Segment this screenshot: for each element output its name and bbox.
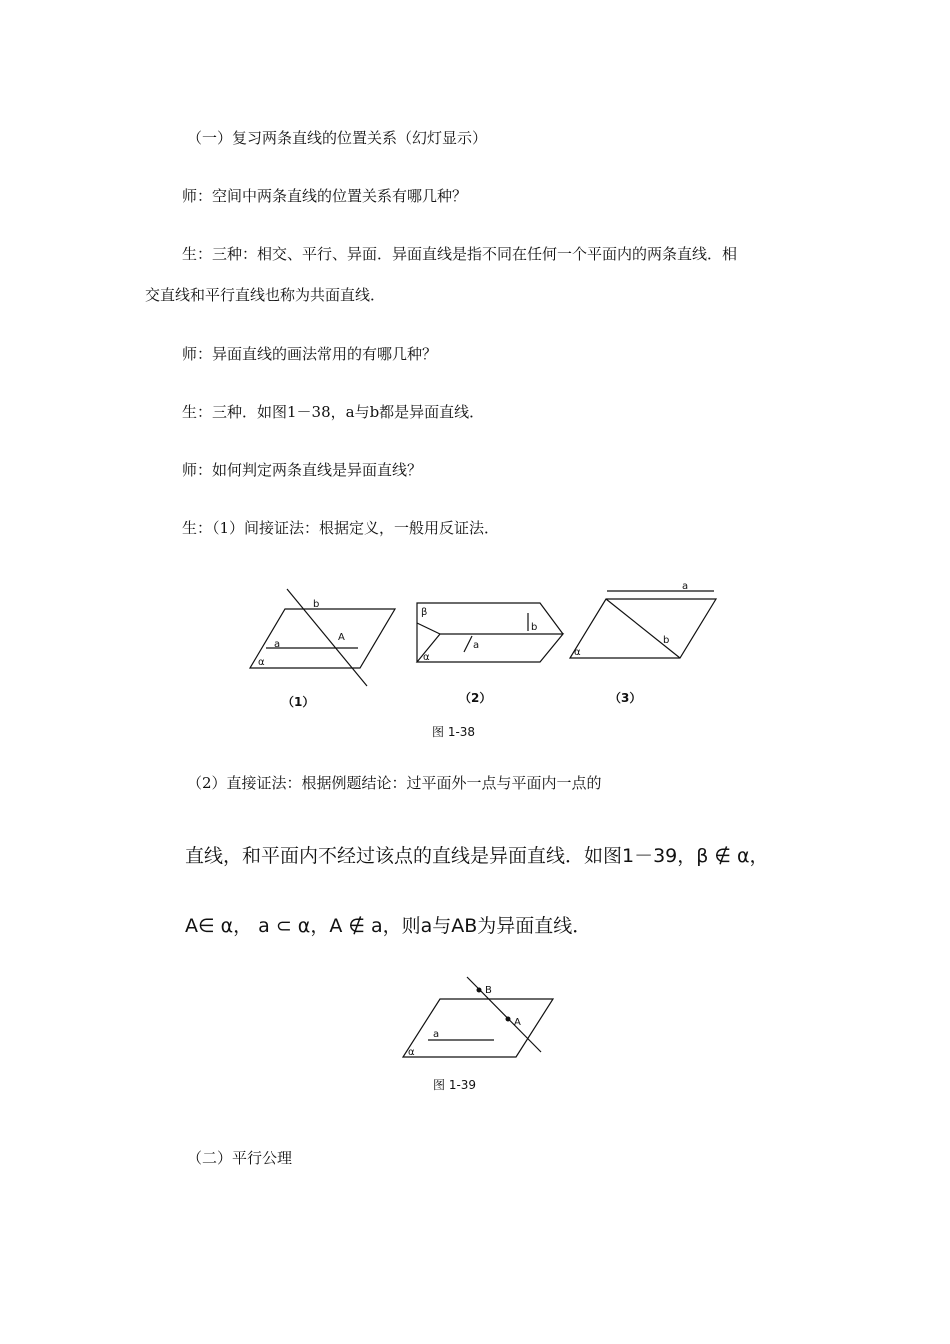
fig1-plane-alpha <box>250 609 395 668</box>
fig39-point-A <box>506 1017 511 1022</box>
fig-1-38-sub3-label: （3） <box>609 691 642 705</box>
fig2-crease <box>417 623 440 634</box>
fig-1-38-caption: 图 1-38 <box>432 725 476 739</box>
fig39-label-A: A <box>514 1017 521 1028</box>
fig3-label-b: b <box>663 635 670 646</box>
fig2-plane-alpha-top <box>417 634 563 662</box>
fig-1-39-caption: 图 1-39 <box>433 1078 477 1092</box>
student-answer-1-line2: 交直线和平行直线也称为共面直线． <box>145 286 386 304</box>
fig1-label-b: b <box>313 599 320 610</box>
fig3-label-alpha: α <box>574 647 581 658</box>
fig1-label-alpha: α <box>258 657 265 668</box>
teacher-question-1: 师：空间中两条直线的位置关系有哪几种？ <box>182 187 468 205</box>
fig2-label-alpha: α <box>423 652 430 663</box>
fig1-label-a: a <box>274 639 281 650</box>
fig1-label-A: A <box>338 632 345 643</box>
teacher-question-2: 师：异面直线的画法常用的有哪几种？ <box>182 345 438 363</box>
fig39-label-a: a <box>433 1029 440 1040</box>
fig3-line-b <box>606 599 680 658</box>
fig2-label-a: a <box>473 640 480 651</box>
section-heading-2: （二）平行公理 <box>187 1149 293 1167</box>
fig39-plane-alpha <box>403 999 553 1057</box>
fig39-point-B <box>477 988 482 993</box>
direct-proof-statement-line2: A∈ α， a ⊂ α，A ∉ a，则a与AB为异面直线． <box>185 915 592 937</box>
fig1-line-b <box>287 589 367 686</box>
student-answer-2: 生：三种．如图1－38，a与b都是异面直线． <box>182 403 485 421</box>
fig-1-38-sub2-label: （2） <box>459 691 492 705</box>
direct-proof-statement-line1: 直线，和平面内不经过该点的直线是异面直线．如图1－39，β ∉ α， <box>185 845 769 867</box>
fig39-label-alpha: α <box>408 1047 415 1058</box>
section-heading-1: （一）复习两条直线的位置关系（幻灯显示） <box>187 129 488 147</box>
figure-1-39-drawing <box>395 970 555 1062</box>
fig2-plane-beta <box>417 603 563 634</box>
teacher-question-3: 师：如何判定两条直线是异面直线？ <box>182 461 423 479</box>
fig2-label-b: b <box>531 622 538 633</box>
student-answer-1-line1: 生：三种：相交、平行、异面．异面直线是指不同在任何一个平面内的两条直线．相 <box>182 245 738 263</box>
fig2-line-a <box>464 636 472 652</box>
fig3-label-a: a <box>682 581 689 592</box>
fig2-label-beta: β <box>421 607 428 618</box>
student-answer-3: 生：（1）间接证法：根据定义，一般用反证法． <box>182 519 500 537</box>
fig39-label-B: B <box>485 985 492 996</box>
fig-1-38-sub1-label: （1） <box>282 695 315 709</box>
direct-proof-line: （2）直接证法：根据例题结论：过平面外一点与平面内一点的 <box>187 774 602 792</box>
